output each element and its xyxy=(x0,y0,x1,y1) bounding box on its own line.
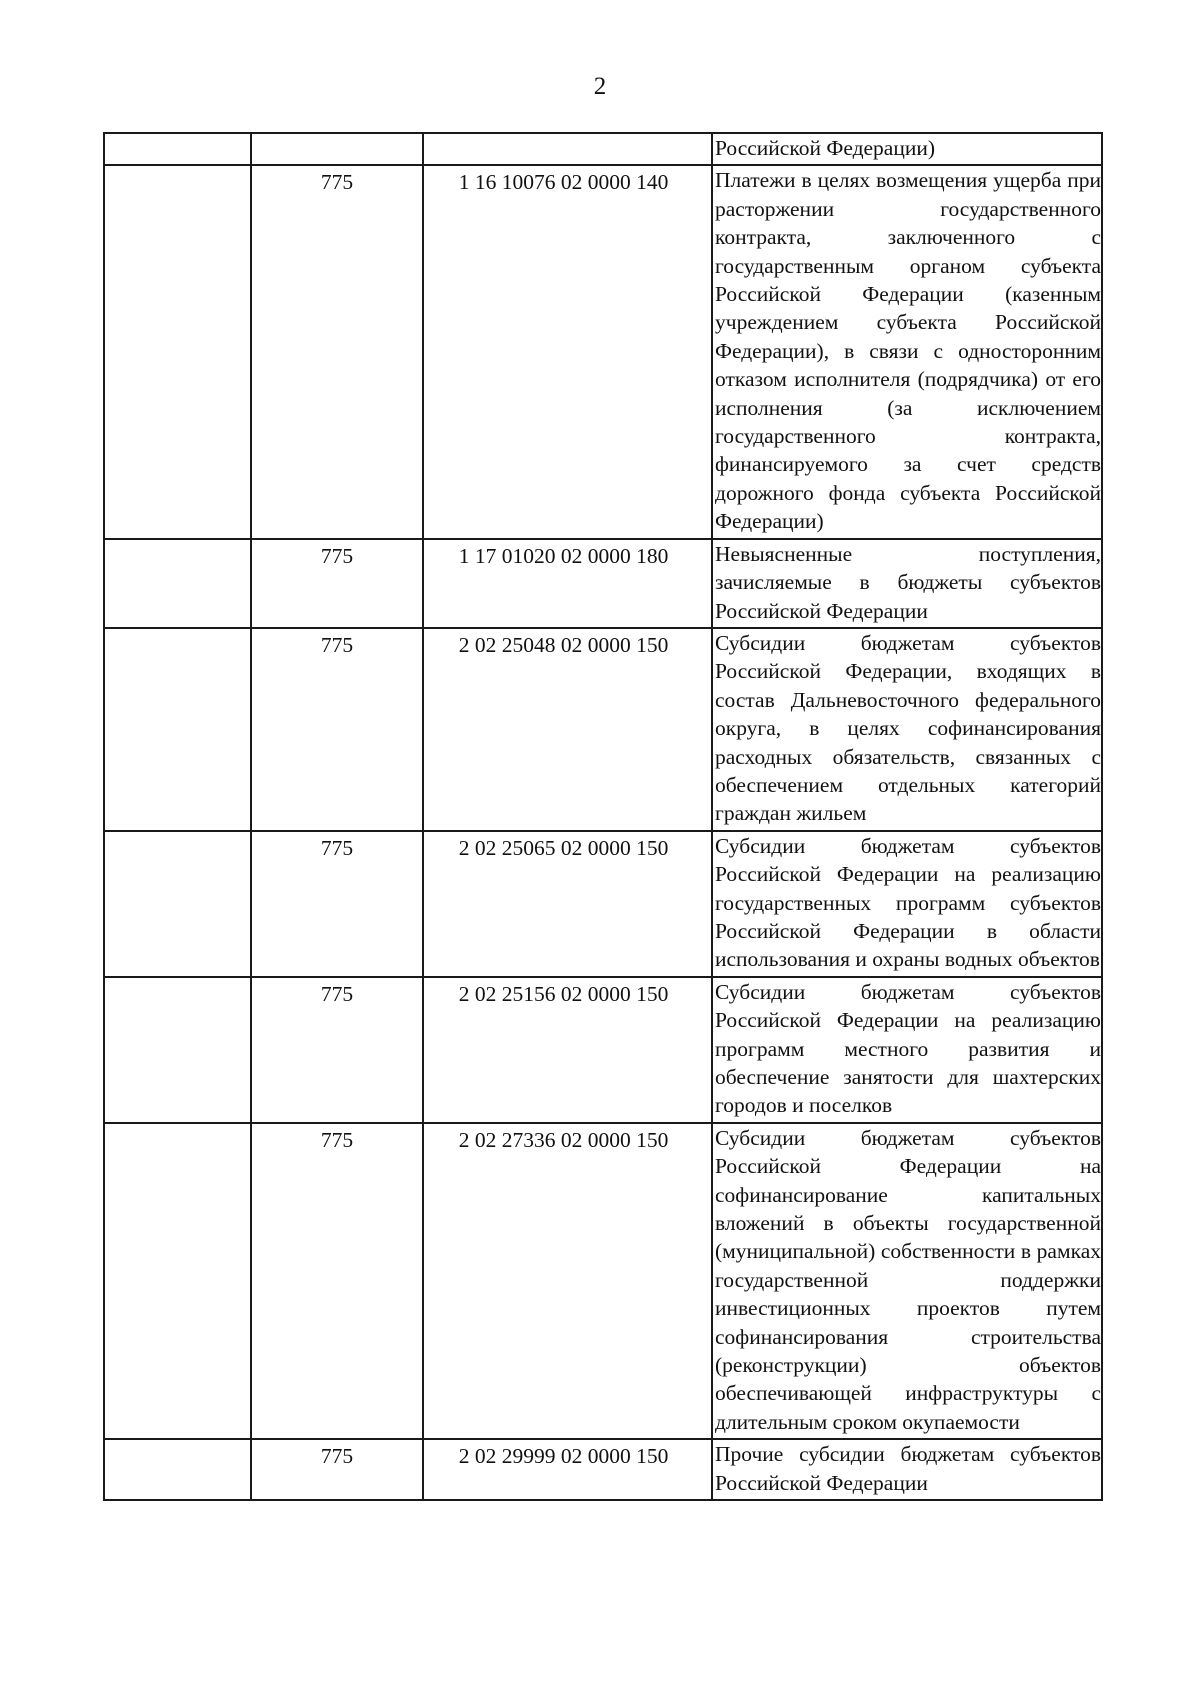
admin-code-text: 775 xyxy=(320,835,354,860)
income-code-cell xyxy=(423,628,712,831)
description-cell: Прочие субсидии бюджетам субъектов Российской Федерации xyxy=(712,1439,1102,1500)
admin-code-text xyxy=(252,134,422,136)
description-cell: Субсидии бюджетам субъектов Российской Федерации на софинансирование капитальных вложений в объекты государственной (муниципальной) собственности в рамках государственной поддержки инвестиционных проектов путем софинансирования строительства (реконструкции) объектов обеспечивающей инфраструктуры с длительным сроком окупаемости xyxy=(712,1123,1102,1439)
income-code-cell xyxy=(423,1123,712,1439)
empty-cell xyxy=(104,539,251,628)
income-code-cell xyxy=(423,539,712,628)
admin-code-cell xyxy=(251,977,423,1123)
income-code-text: 1 16 10076 02 0000 140 xyxy=(458,170,669,195)
description-cell: Российской Федерации) xyxy=(712,133,1102,165)
page-number: 2 xyxy=(593,73,607,100)
admin-code-text: 775 xyxy=(320,981,354,1006)
admin-code-text: 775 xyxy=(320,543,354,568)
income-code-cell xyxy=(423,977,712,1123)
table-row xyxy=(104,628,1102,831)
empty-cell xyxy=(104,165,251,538)
description-cell: Субсидии бюджетам субъектов Российской Федерации на реализацию государственных программ субъектов Российской Федерации в области использования и охраны водных объектов xyxy=(712,831,1102,977)
table-row xyxy=(104,133,1102,165)
empty-cell xyxy=(104,1123,251,1439)
empty-cell xyxy=(104,977,251,1123)
table-row xyxy=(104,1123,1102,1439)
admin-code-cell xyxy=(251,1123,423,1439)
admin-code-cell xyxy=(251,1439,423,1500)
empty-cell xyxy=(104,133,251,165)
description-cell: Платежи в целях возмещения ущерба при расторжении государственного контракта, заключенного с государственным органом субъекта Российской Федерации (казенным учреждением субъекта Российской Федерации), в связи с односторонним отказом исполнителя (подрядчика) от его исполнения (за исключением государственного контракта, финансируемого за счет средств дорожного фонда субъекта Российской Федерации) xyxy=(712,165,1102,538)
admin-code-text: 775 xyxy=(320,1444,354,1469)
income-code-cell xyxy=(423,831,712,977)
admin-code-cell xyxy=(251,165,423,538)
table-row xyxy=(104,1439,1102,1500)
income-code-text xyxy=(424,134,711,136)
income-code-text: 2 02 25065 02 0000 150 xyxy=(458,835,669,860)
income-code-cell xyxy=(423,165,712,538)
description-cell: Субсидии бюджетам субъектов Российской Федерации на реализацию программ местного развития и обеспечение занятости для шахтерских городов и поселков xyxy=(712,977,1102,1123)
income-code-cell xyxy=(423,1439,712,1500)
table-row xyxy=(104,831,1102,977)
admin-code-cell xyxy=(251,831,423,977)
income-codes-table xyxy=(103,132,1103,1501)
empty-cell xyxy=(104,1439,251,1500)
table-row xyxy=(104,165,1102,538)
description-cell: Субсидии бюджетам субъектов Российской Федерации, входящих в состав Дальневосточного федерального округа, в целях софинансирования расходных обязательств, связанных с обеспечением отдельных категорий граждан жильем xyxy=(712,628,1102,831)
admin-code-text: 775 xyxy=(320,632,354,657)
income-code-text: 2 02 27336 02 0000 150 xyxy=(458,1127,669,1152)
admin-code-cell xyxy=(251,628,423,831)
income-code-text: 1 17 01020 02 0000 180 xyxy=(458,543,669,568)
admin-code-cell xyxy=(251,133,423,165)
income-code-text: 2 02 29999 02 0000 150 xyxy=(458,1444,669,1469)
table-row xyxy=(104,539,1102,628)
table-body xyxy=(104,133,1102,1500)
admin-code-text: 775 xyxy=(320,170,354,195)
table-row xyxy=(104,977,1102,1123)
empty-cell xyxy=(104,831,251,977)
admin-code-cell xyxy=(251,539,423,628)
income-code-text: 2 02 25048 02 0000 150 xyxy=(458,632,669,657)
income-code-cell xyxy=(423,133,712,165)
admin-code-text: 775 xyxy=(320,1127,354,1152)
description-cell: Невыясненные поступления, зачисляемые в бюджеты субъектов Российской Федерации xyxy=(712,539,1102,628)
income-code-text: 2 02 25156 02 0000 150 xyxy=(458,981,669,1006)
empty-cell xyxy=(104,628,251,831)
